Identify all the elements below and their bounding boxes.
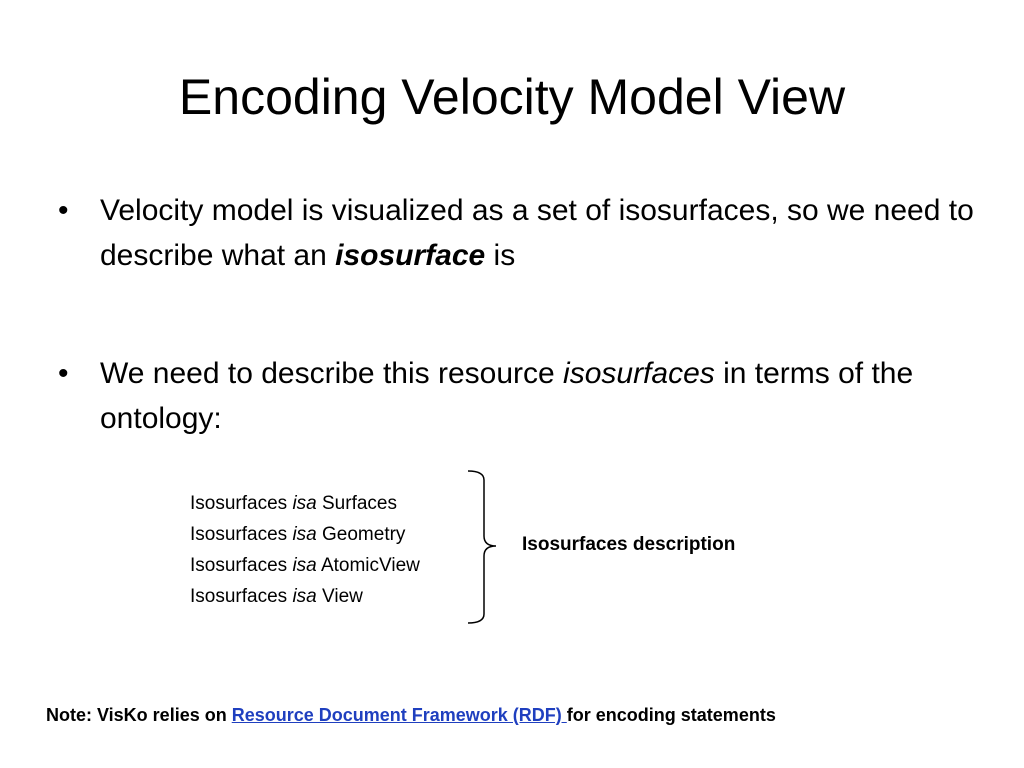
brace-label: Isosurfaces description [522, 534, 736, 555]
statement-subject: Isosurfaces [190, 524, 293, 545]
note-prefix: Note: VisKo relies on [46, 705, 232, 725]
bullet-item-ontology-description [58, 351, 978, 441]
statement-object: Surfaces [316, 493, 397, 514]
statement-subject: Isosurfaces [190, 493, 293, 514]
statement-predicate: isa [292, 586, 317, 607]
bullet-dot-icon: • [58, 194, 69, 227]
isa-statement [190, 581, 420, 612]
bullet-emphasis: isosurface [335, 239, 486, 272]
bullet-text: We need to describe this resource [100, 357, 564, 390]
bullet-text-end: is [485, 239, 516, 272]
statement-predicate: isa [292, 524, 317, 545]
bullet-dot-icon: • [58, 357, 69, 390]
statement-subject: Isosurfaces [190, 586, 293, 607]
slide-title: Encoding Velocity Model View [178, 69, 846, 125]
statement-subject: Isosurfaces [190, 555, 293, 576]
bullet-item-isosurface-definition [58, 188, 978, 278]
isa-statement [190, 519, 420, 550]
isa-statement [190, 488, 420, 519]
bullet-text: Velocity model is visualized as a set of isosurfaces, so we need to describe what an [100, 194, 974, 272]
statement-predicate: isa [292, 493, 317, 514]
statement-object: Geometry [316, 524, 406, 545]
statement-predicate: isa [292, 555, 317, 576]
isa-statement [190, 550, 420, 581]
bullet-emphasis: isosurfaces [563, 357, 715, 390]
note-suffix: for encoding statements [566, 705, 776, 725]
statement-object: AtomicView [316, 555, 420, 576]
bullet-list [58, 188, 978, 441]
footnote [46, 702, 776, 728]
bullet-text-end: in terms of the ontology: [100, 357, 914, 435]
statement-object: View [316, 586, 363, 607]
rdf-link[interactable]: Resource Document Framework (RDF) [231, 705, 567, 725]
isa-statements [190, 488, 420, 612]
